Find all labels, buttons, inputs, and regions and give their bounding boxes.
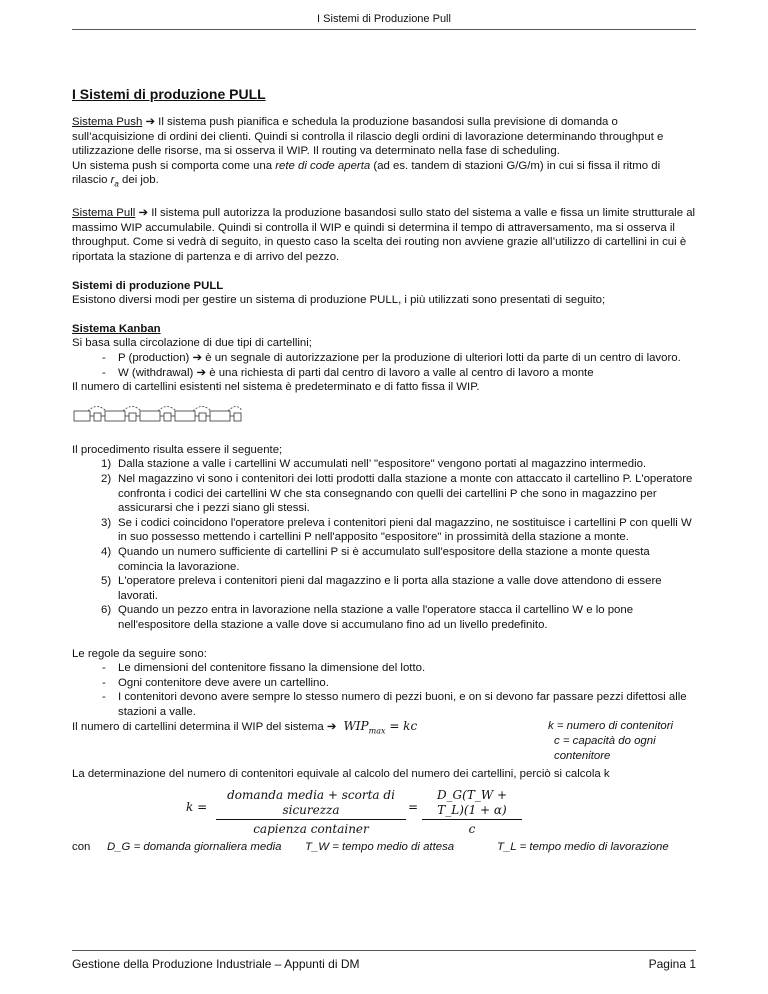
fraction-2-denominator: c <box>468 822 476 837</box>
step-text: L'operatore preleva i contenitori pieni dal magazzino e li porta alla stazione a valle dove attendono di essere lavorati. <box>118 575 662 602</box>
procedure-list <box>72 457 696 632</box>
rules-section <box>72 647 696 763</box>
step-number: 4) <box>101 545 112 558</box>
wip-formula <box>340 719 418 736</box>
step-number: 1) <box>101 458 112 471</box>
procedure-step <box>72 545 696 574</box>
kanban-heading: Sistema Kanban <box>72 322 161 335</box>
formula-legend <box>72 840 696 855</box>
arrow-icon: ➔ <box>145 116 155 128</box>
page-content <box>72 86 696 855</box>
push-text-2: Un sistema push si comporta come una <box>72 159 276 172</box>
step-text: Nel magazzino vi sono i contenitori dei lotti prodotti dalla stazione a monte con attaccato il cartellino P. L'operatore confronta i codici dei cartellini W che sta consegnando con quelli dei cartellini P che sono in magazzino per assicurarsi che i pezzi siano gli stessi. <box>118 472 693 515</box>
formula-fraction-1 <box>216 788 406 837</box>
step-text: Dalla stazione a valle i cartellini W accumulati nell’ "espositore" vengono portati al magazzino intermedio. <box>118 458 647 471</box>
arrow-icon: ➔ <box>196 366 207 379</box>
footer-page-number: Pagina 1 <box>648 957 696 971</box>
document-title: I Sistemi di produzione PULL <box>72 86 266 102</box>
procedure-step <box>72 516 696 545</box>
rule-item: - Le dimensioni del contenitore fissano la dimensione del lotto. <box>72 661 696 676</box>
kanban-diagram-icon <box>72 399 272 429</box>
push-text: Il sistema push pianifica e schedula la produzione basandosi sulla previsione di domanda o sull’acquisizione di ordini dei clienti. Quindi si controlla il rilascio degli ordini di lavorazione determinando throughput e utilizzazione delle risorse, ma si osserva il WIP. Il routing va determinato nella fase di scheduling. <box>72 116 664 158</box>
push-text-4: dei job. <box>118 174 159 187</box>
push-term: Sistema Push <box>72 116 143 128</box>
k-definition: k = numero di contenitori <box>548 720 674 733</box>
procedure-intro: Il procedimento risulta essere il seguente; <box>72 443 283 456</box>
fraction-2-numerator: D_G(T_W + T_L)(1 + α) <box>422 788 522 820</box>
pull-term: Sistema Pull <box>72 207 136 220</box>
wip-subscript: max <box>368 726 386 736</box>
page-header: I Sistemi di Produzione Pull <box>317 13 451 25</box>
procedure-step <box>72 603 696 632</box>
formula-fraction-2 <box>422 788 522 837</box>
kanban-item-text: è una richiesta di parti dal centro di lavoro a valle al centro di lavoro a monte <box>206 366 594 379</box>
footer-course: Gestione della Produzione Industriale – Appunti di DM <box>72 957 360 971</box>
calc-text: La determinazione del numero di contenitori equivale al calcolo del numero dei cartellini, perciò si calcola k <box>72 768 610 781</box>
step-text: Se i codici coincidono l'operatore preleva i contenitori pieni dal magazzino, ne sostituisce i cartellini P con quelli W in suo possesso mettendo i cartellini P nell'apposito "espositore" in prossimità della stazione a monte. <box>118 516 692 544</box>
step-text: Quando un numero sufficiente di cartellini P si è accumulato sull'espositore della stazione a monte questa comincia la lavorazione. <box>118 545 650 573</box>
kanban-item-label: P (production) <box>118 352 193 364</box>
rate-symbol: r <box>110 174 115 187</box>
push-italic: rete di code aperta <box>275 159 371 172</box>
kanban-item-text: è un segnale di autorizzazione per la produzione di ulteriori lotti da parte di un centro di lavoro. <box>202 352 681 364</box>
legend-tw: T_W = tempo medio di attesa <box>305 841 455 854</box>
pull-paragraph <box>72 206 696 264</box>
rules-intro: Le regole da seguire sono: <box>72 647 207 660</box>
arrow-icon: ➔ <box>138 207 149 220</box>
sistemi-heading: Sistemi di produzione PULL <box>72 279 224 292</box>
rule-item: - Ogni contenitore deve avere un cartellino. <box>72 676 696 691</box>
legend-con: con <box>72 841 91 854</box>
push-paragraph <box>72 115 696 192</box>
pull-text: Il sistema pull autorizza la produzione basandosi sullo stato del sistema a valle e fissa un limite strutturale al massimo WIP accumulabile. Quindi si controlla il WIP e quindi si determina il tempo di attraversamento, ma si osserva il throughput. Come si vedrà di seguito, in questo caso la scelta dei routing non avviene grazie all’utilizzo di cartellini in cui è riportata la stazione di partenza e di arrivo del pezzo. <box>72 207 696 264</box>
procedure-step <box>72 457 696 472</box>
wip-line <box>72 719 696 734</box>
rule-item: - I contenitori devono avere sempre lo stesso numero di pezzi buoni, e on si devono far passare pezzi difettosi alle stazioni a valle. <box>72 690 696 719</box>
formula-equals: = <box>408 800 419 815</box>
step-number: 2) <box>101 472 112 485</box>
arrow-icon: ➔ <box>192 352 203 364</box>
step-number: 6) <box>101 604 112 617</box>
header-divider <box>72 29 696 30</box>
wip-symbol: WIP <box>343 719 369 734</box>
kanban-formula <box>72 788 696 837</box>
wip-text: Il numero di cartellini determina il WIP del sistema <box>72 721 327 734</box>
legend-dg: D_G = domanda giornaliera media <box>107 841 282 854</box>
formula-k: k = <box>186 800 208 815</box>
kanban-flow-diagram <box>72 399 696 429</box>
step-number: 3) <box>101 516 112 529</box>
kanban-closing: Il numero di cartellini esistenti nel sistema è predeterminato e di fatto fissa il WIP. <box>72 381 480 394</box>
kanban-item-p <box>72 351 696 366</box>
arrow-icon: ➔ <box>326 721 337 734</box>
legend-tl: T_L = tempo medio di lavorazione <box>497 841 669 854</box>
c-definition-row <box>72 734 696 763</box>
fraction-1-numerator: domanda media + scorta di sicurezza <box>216 788 406 820</box>
procedure-section <box>72 443 696 458</box>
procedure-step <box>72 574 696 603</box>
kanban-intro: Si basa sulla circolazione di due tipi di cartellini; <box>72 337 312 350</box>
sistemi-text: Esistono diversi modi per gestire un sistema di produzione PULL, i più utilizzati sono presentati di seguito; <box>72 294 606 307</box>
kanban-section <box>72 322 696 395</box>
footer-divider <box>72 950 696 951</box>
step-text: Quando un pezzo entra in lavorazione nella stazione a valle l'operatore stacca il cartellino W e lo pone nell'espositore della stazione a valle dove si accumulano fino ad un livello predefinito. <box>118 604 634 631</box>
rate-subscript: a <box>114 179 119 189</box>
push-text-3: (ad es. tandem di stazioni G/G/m) in cui si fissa il ritmo di rilascio <box>72 159 661 187</box>
procedure-step <box>72 472 696 516</box>
wip-rhs: = kc <box>385 719 418 734</box>
kanban-item-label: W (withdrawal) <box>118 366 197 379</box>
c-definition: c = capacità do ogni contenitore <box>554 735 656 763</box>
fraction-1-denominator: capienza container <box>253 822 369 837</box>
sistemi-section <box>72 279 696 308</box>
kanban-item-w <box>72 366 696 381</box>
step-number: 5) <box>101 575 112 588</box>
